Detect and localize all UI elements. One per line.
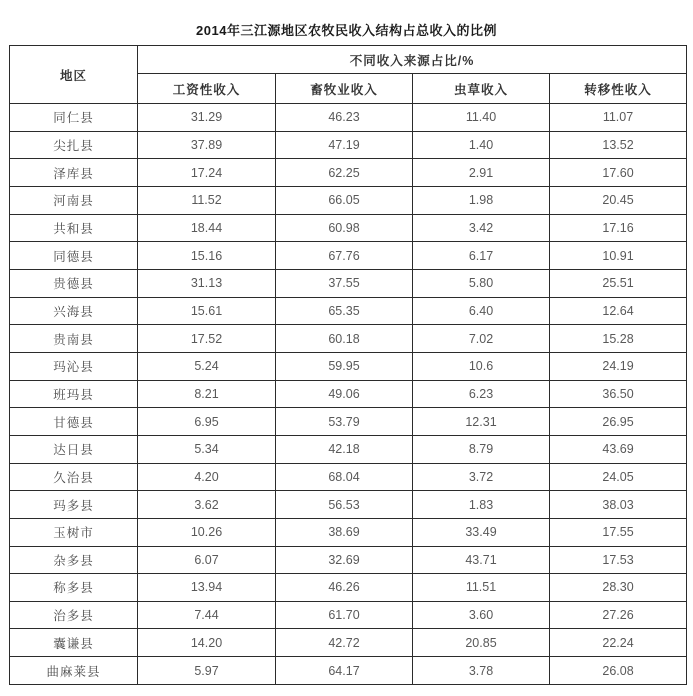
- table-row: [10, 131, 687, 159]
- value-cell: 3.78: [413, 657, 550, 685]
- value-cell: 2.91: [413, 159, 550, 187]
- value-cell: 6.07: [138, 546, 276, 574]
- value-cell: 46.23: [276, 104, 413, 132]
- value-cell: 17.55: [550, 518, 687, 546]
- value-cell: 60.18: [276, 325, 413, 353]
- table-row: [10, 463, 687, 491]
- value-cell: 17.53: [550, 546, 687, 574]
- value-cell: 10.91: [550, 242, 687, 270]
- col-header-region: 地区: [10, 46, 138, 104]
- region-cell: 玛沁县: [10, 352, 138, 380]
- table-row: [10, 104, 687, 132]
- table-row: [10, 491, 687, 519]
- value-cell: 43.69: [550, 435, 687, 463]
- region-cell: 玛多县: [10, 491, 138, 519]
- value-cell: 56.53: [276, 491, 413, 519]
- value-cell: 5.80: [413, 269, 550, 297]
- value-cell: 1.83: [413, 491, 550, 519]
- value-cell: 36.50: [550, 380, 687, 408]
- table-row: [10, 269, 687, 297]
- value-cell: 26.95: [550, 408, 687, 436]
- value-cell: 47.19: [276, 131, 413, 159]
- value-cell: 42.72: [276, 629, 413, 657]
- value-cell: 37.55: [276, 269, 413, 297]
- table-row: [10, 242, 687, 270]
- value-cell: 15.16: [138, 242, 276, 270]
- value-cell: 17.60: [550, 159, 687, 187]
- table-row: [10, 601, 687, 629]
- table-row: [10, 518, 687, 546]
- region-cell: 贵南县: [10, 325, 138, 353]
- region-cell: 班玛县: [10, 380, 138, 408]
- value-cell: 61.70: [276, 601, 413, 629]
- value-cell: 5.34: [138, 435, 276, 463]
- value-cell: 5.97: [138, 657, 276, 685]
- value-cell: 31.29: [138, 104, 276, 132]
- value-cell: 26.08: [550, 657, 687, 685]
- region-cell: 兴海县: [10, 297, 138, 325]
- value-cell: 65.35: [276, 297, 413, 325]
- value-cell: 46.26: [276, 574, 413, 602]
- value-cell: 13.52: [550, 131, 687, 159]
- value-cell: 27.26: [550, 601, 687, 629]
- table-row: [10, 159, 687, 187]
- region-cell: 称多县: [10, 574, 138, 602]
- value-cell: 7.44: [138, 601, 276, 629]
- table-header: [10, 46, 687, 104]
- value-cell: 8.79: [413, 435, 550, 463]
- table-title: 2014年三江源地区农牧民收入结构占总收入的比例: [196, 23, 497, 38]
- value-cell: 67.76: [276, 242, 413, 270]
- table-row: [10, 380, 687, 408]
- value-cell: 3.42: [413, 214, 550, 242]
- value-cell: 20.85: [413, 629, 550, 657]
- value-cell: 42.18: [276, 435, 413, 463]
- col-header-husbandry: 畜牧业收入: [276, 74, 413, 104]
- value-cell: 10.26: [138, 518, 276, 546]
- col-header-wage: 工资性收入: [138, 74, 276, 104]
- value-cell: 11.52: [138, 186, 276, 214]
- value-cell: 31.13: [138, 269, 276, 297]
- header-row-group: [10, 46, 687, 74]
- value-cell: 60.98: [276, 214, 413, 242]
- col-header-transfer: 转移性收入: [550, 74, 687, 104]
- table-row: [10, 186, 687, 214]
- region-cell: 共和县: [10, 214, 138, 242]
- value-cell: 53.79: [276, 408, 413, 436]
- value-cell: 37.89: [138, 131, 276, 159]
- region-cell: 囊谦县: [10, 629, 138, 657]
- table-body: [10, 104, 687, 685]
- value-cell: 4.20: [138, 463, 276, 491]
- region-cell: 河南县: [10, 186, 138, 214]
- value-cell: 8.21: [138, 380, 276, 408]
- table-row: [10, 629, 687, 657]
- col-header-fungus: 虫草收入: [413, 74, 550, 104]
- value-cell: 3.72: [413, 463, 550, 491]
- region-cell: 杂多县: [10, 546, 138, 574]
- region-cell: 甘德县: [10, 408, 138, 436]
- value-cell: 24.05: [550, 463, 687, 491]
- region-cell: 泽库县: [10, 159, 138, 187]
- value-cell: 17.24: [138, 159, 276, 187]
- value-cell: 15.61: [138, 297, 276, 325]
- value-cell: 20.45: [550, 186, 687, 214]
- value-cell: 15.28: [550, 325, 687, 353]
- value-cell: 24.19: [550, 352, 687, 380]
- value-cell: 3.62: [138, 491, 276, 519]
- value-cell: 11.51: [413, 574, 550, 602]
- value-cell: 17.16: [550, 214, 687, 242]
- value-cell: 12.64: [550, 297, 687, 325]
- col-header-group: 不同收入来源占比/%: [138, 46, 687, 74]
- value-cell: 18.44: [138, 214, 276, 242]
- value-cell: 22.24: [550, 629, 687, 657]
- value-cell: 6.17: [413, 242, 550, 270]
- value-cell: 14.20: [138, 629, 276, 657]
- table-row: [10, 546, 687, 574]
- value-cell: 28.30: [550, 574, 687, 602]
- value-cell: 7.02: [413, 325, 550, 353]
- region-cell: 达日县: [10, 435, 138, 463]
- value-cell: 5.24: [138, 352, 276, 380]
- region-cell: 治多县: [10, 601, 138, 629]
- table-row: [10, 325, 687, 353]
- value-cell: 43.71: [413, 546, 550, 574]
- value-cell: 12.31: [413, 408, 550, 436]
- value-cell: 64.17: [276, 657, 413, 685]
- table-row: [10, 297, 687, 325]
- value-cell: 1.40: [413, 131, 550, 159]
- table-row: [10, 408, 687, 436]
- value-cell: 49.06: [276, 380, 413, 408]
- region-cell: 同仁县: [10, 104, 138, 132]
- region-cell: 玉树市: [10, 518, 138, 546]
- region-cell: 贵德县: [10, 269, 138, 297]
- region-cell: 曲麻莱县: [10, 657, 138, 685]
- table-row: [10, 214, 687, 242]
- value-cell: 1.98: [413, 186, 550, 214]
- region-cell: 尖扎县: [10, 131, 138, 159]
- value-cell: 33.49: [413, 518, 550, 546]
- region-cell: 同德县: [10, 242, 138, 270]
- value-cell: 59.95: [276, 352, 413, 380]
- value-cell: 66.05: [276, 186, 413, 214]
- value-cell: 11.40: [413, 104, 550, 132]
- value-cell: 6.23: [413, 380, 550, 408]
- value-cell: 6.95: [138, 408, 276, 436]
- value-cell: 38.69: [276, 518, 413, 546]
- value-cell: 13.94: [138, 574, 276, 602]
- value-cell: 11.07: [550, 104, 687, 132]
- value-cell: 6.40: [413, 297, 550, 325]
- value-cell: 10.6: [413, 352, 550, 380]
- value-cell: 32.69: [276, 546, 413, 574]
- region-cell: 久治县: [10, 463, 138, 491]
- table-row: [10, 435, 687, 463]
- value-cell: 62.25: [276, 159, 413, 187]
- income-table: [9, 45, 687, 685]
- table-row: [10, 657, 687, 685]
- value-cell: 3.60: [413, 601, 550, 629]
- value-cell: 25.51: [550, 269, 687, 297]
- value-cell: 38.03: [550, 491, 687, 519]
- table-row: [10, 352, 687, 380]
- value-cell: 68.04: [276, 463, 413, 491]
- value-cell: 17.52: [138, 325, 276, 353]
- table-row: [10, 574, 687, 602]
